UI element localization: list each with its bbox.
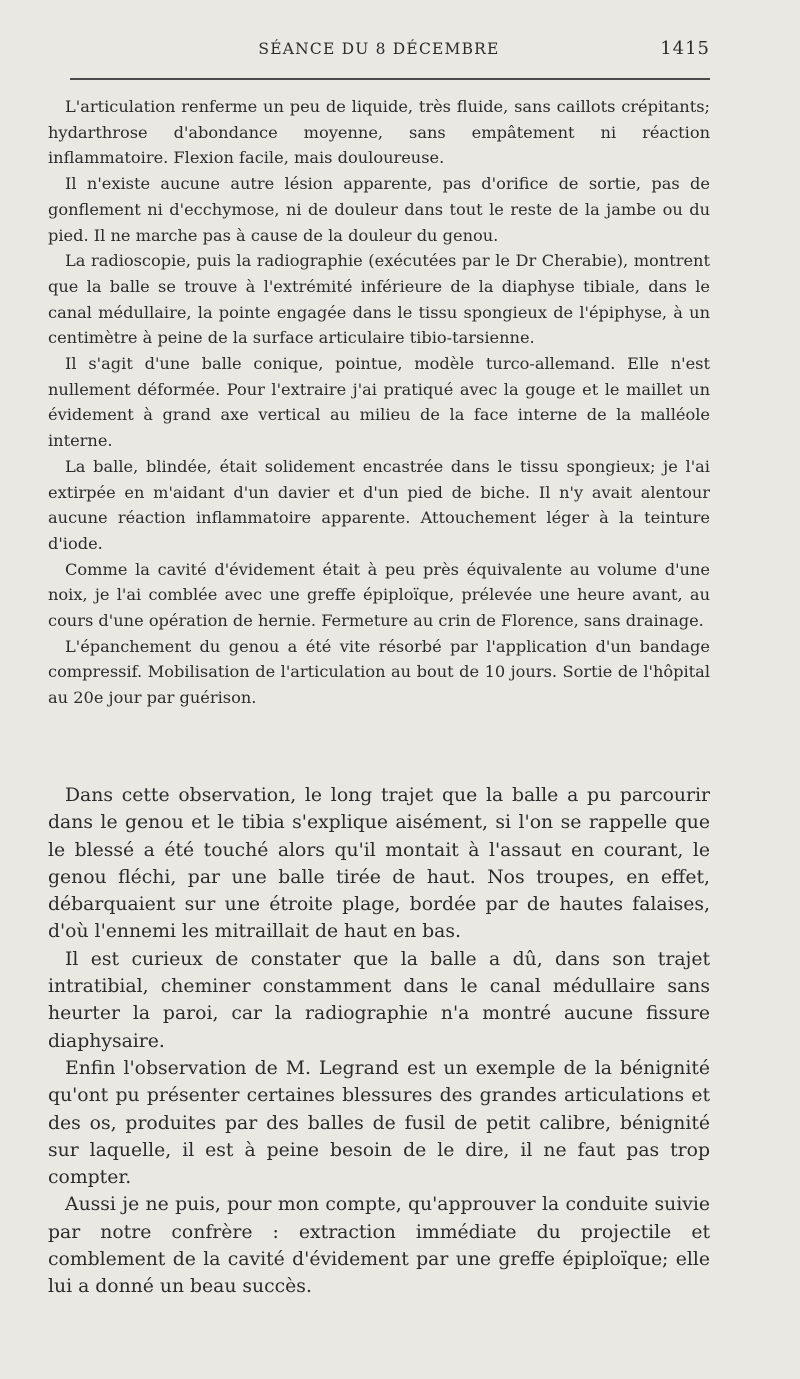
- observation-text: [48, 94, 710, 711]
- observation-paragraph: L'articulation renferme un peu de liquide, très fluide, sans caillots crépitants; hydarthrose d'abondance moyenne, sans empâtement ni réaction inflammatoire. Flexion facile, mais douloureuse.: [48, 97, 710, 168]
- observation-paragraph: La radioscopie, puis la radiographie (exécutées par le Dr Cherabie), montrent que la balle se trouve à l'extrémité inférieure de la diaphyse tibiale, dans le canal médullaire, la pointe engagée dans le tissu spongieux de l'épiphyse, à un centimètre à peine de la surface articulaire tibio-tarsienne.: [48, 251, 710, 348]
- commentary-paragraph: Aussi je ne puis, pour mon compte, qu'approuver la conduite suivie par notre confrère : extraction immédiate du projectile et comblement de la cavité d'évidement par une greffe épiploïque; elle lui a donné un beau succès.: [48, 1194, 710, 1298]
- header-rule: [70, 78, 710, 80]
- observation-paragraph: L'épanchement du genou a été vite résorbé par l'application d'un bandage compressif. Mobilisation de l'articulation au bout de 10 jours. Sortie de l'hôpital au 20e jour par guérison.: [48, 636, 710, 708]
- observation-paragraph: Comme la cavité d'évidement était à peu près équivalente au volume d'une noix, je l'ai comblée avec une greffe épiploïque, prélevée une heure avant, au cours d'une opération de hernie. Fermeture au crin de Florence, sans drainage.: [48, 559, 710, 631]
- running-head: SÉANCE DU 8 DÉCEMBRE: [258, 40, 500, 58]
- observation-paragraph: La balle, blindée, était solidement encastrée dans le tissu spongieux; je l'ai extirpée en m'aidant d'un davier et d'un pied de biche. Il n'y avait alentour aucune réaction inflammatoire apparente. Attouchement léger à la teinture d'iode.: [48, 456, 710, 553]
- page-number: 1415: [660, 38, 710, 59]
- observation-paragraph: Il n'existe aucune autre lésion apparente, pas d'orifice de sortie, pas de gonflement ni d'ecchymose, ni de douleur dans tout le reste de la jambe ou du pied. Il ne marche pas à cause de la douleur du genou.: [48, 174, 710, 245]
- commentary-paragraph: Enfin l'observation de M. Legrand est un exemple de la bénignité qu'ont pu présenter certaines blessures des grandes articulations et des os, produites par des balles de fusil de petit calibre, bénignité sur laquelle, il est à peine besoin de le dire, il ne faut pas trop compter.: [48, 1057, 710, 1189]
- commentary-paragraph: Il est curieux de constater que la balle a dû, dans son trajet intratibial, cheminer constamment dans le canal médullaire sans heurter la paroi, car la radiographie n'a montré aucune fissure diaphysaire.: [48, 948, 710, 1052]
- page-header: [48, 38, 710, 64]
- observation-paragraph: Il s'agit d'une balle conique, pointue, modèle turco-allemand. Elle n'est nullement déformée. Pour l'extraire j'ai pratiqué avec la gouge et le maillet un évidement à grand axe vertical au milieu de la face interne de la malléole interne.: [48, 354, 710, 451]
- commentary-paragraph: Dans cette observation, le long trajet que la balle a pu parcourir dans le genou et le tibia s'explique aisément, si l'on se rappelle que le blessé a été touché alors qu'il montait à l'assaut en courant, le genou fléchi, par une balle tirée de haut. Nos troupes, en effet, débarquaient sur une étroite plage, bordée par de hautes falaises, d'où l'ennemi les mitraillait de haut en bas.: [48, 785, 710, 943]
- commentary-text: [48, 782, 710, 1301]
